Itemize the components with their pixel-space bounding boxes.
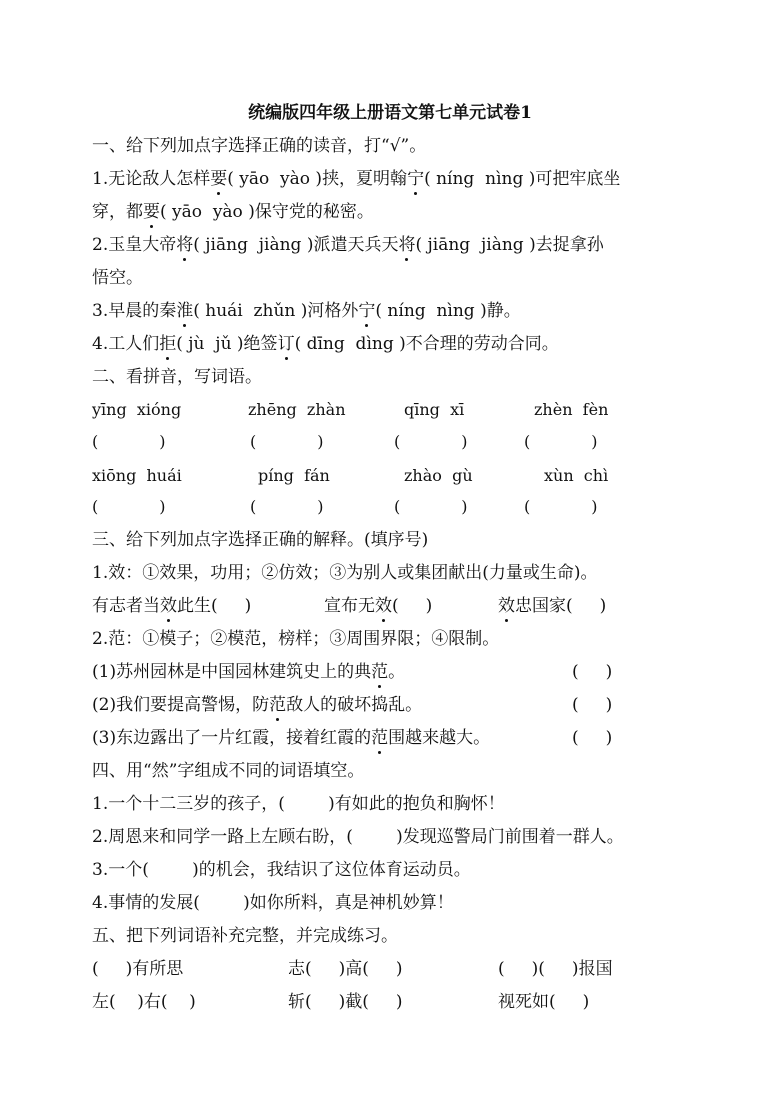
- idiom-item: ( )( )报国: [498, 959, 613, 979]
- answer-blank[interactable]: ( ): [92, 432, 166, 451]
- section-5-heading: 五、把下列词语补充完整，并完成练习。: [92, 926, 398, 946]
- question-1-3: 3.早晨的秦淮( huái zhǔn )河格外宁( níng nìng )静。: [92, 301, 521, 321]
- question-1-4: 4.工人们拒( jù jǔ )绝签订( dīng dìng )不合理的劳动合同。: [92, 334, 559, 354]
- idiom-item: 视死如( ): [498, 992, 590, 1012]
- idiom-item: 斩( )截( ): [288, 992, 403, 1012]
- pinyin-item: yīng xióng: [92, 400, 182, 419]
- section-4-heading: 四、用“然”字组成不同的词语填空。: [92, 761, 365, 781]
- pinyin-item: xùn chì: [544, 466, 609, 485]
- answer-blank[interactable]: ( ): [524, 497, 598, 516]
- idiom-item: ( )有所思: [92, 959, 184, 979]
- question-3-2-item: (1)苏州园林是中国园林建筑史上的典范。: [92, 662, 406, 682]
- section-1-heading: 一、给下列加点字选择正确的读音，打“√”。: [92, 136, 427, 156]
- page-title: 统编版四年级上册语文第七单元试卷1: [248, 103, 532, 123]
- question-1-1-line-2: 穿，都要( yāo yào )保守党的秘密。: [92, 202, 374, 222]
- answer-blank[interactable]: ( ): [572, 662, 613, 682]
- answer-blank[interactable]: ( ): [250, 432, 324, 451]
- answer-blank[interactable]: ( ): [250, 497, 324, 516]
- question-4-item: 4.事情的发展( )如你所料，真是神机妙算！: [92, 893, 454, 913]
- pinyin-item: zhào gù: [404, 466, 473, 485]
- answer-blank[interactable]: ( ): [394, 432, 468, 451]
- answer-blank[interactable]: ( ): [394, 497, 468, 516]
- section-2-heading: 二、看拼音，写词语。: [92, 367, 262, 387]
- question-1-1-line-1: 1.无论敌人怎样要( yāo yào )挟，夏明翰宁( níng nìng )可把牢底坐: [92, 169, 621, 189]
- answer-blank[interactable]: ( ): [572, 695, 613, 715]
- section-3-heading: 三、给下列加点字选择正确的解释。(填序号): [92, 530, 429, 550]
- idiom-item: 左( )右( ): [92, 992, 196, 1012]
- question-3-2-definitions: 2.范：①模子；②模范，榜样；③周围界限；④限制。: [92, 629, 500, 649]
- answer-blank[interactable]: ( ): [572, 728, 613, 748]
- question-3-1-item: 效忠国家( ): [498, 596, 607, 616]
- question-3-1-definitions: 1.效：①效果，功用；②仿效；③为别人或集团献出(力量或生命)。: [92, 563, 598, 583]
- pinyin-item: zhèn fèn: [534, 400, 609, 419]
- question-4-item: 3.一个( )的机会，我结识了这位体育运动员。: [92, 860, 471, 880]
- pinyin-item: xiōng huái: [92, 466, 182, 485]
- pinyin-item: zhēng zhàn: [248, 400, 346, 419]
- question-3-2-item: (3)东边露出了一片红霞，接着红霞的范围越来越大。: [92, 728, 491, 748]
- question-1-2-line-2: 悟空。: [92, 268, 143, 288]
- answer-blank[interactable]: ( ): [92, 497, 166, 516]
- answer-blank[interactable]: ( ): [524, 432, 598, 451]
- idiom-item: 志( )高( ): [288, 959, 403, 979]
- question-3-2-item: (2)我们要提高警惕，防范敌人的破坏捣乱。: [92, 695, 423, 715]
- pinyin-item: qīng xī: [404, 400, 465, 419]
- question-4-item: 1.一个十二三岁的孩子，( )有如此的抱负和胸怀！: [92, 794, 505, 814]
- question-3-1-item: 宣布无效( ): [324, 596, 433, 616]
- question-3-1-item: 有志者当效此生( ): [92, 596, 252, 616]
- question-4-item: 2.周恩来和同学一路上左顾右盼，( )发现巡警局门前围着一群人。: [92, 827, 624, 847]
- pinyin-item: píng fán: [258, 466, 330, 485]
- question-1-2-line-1: 2.玉皇大帝将( jiāng jiàng )派遣天兵天将( jiāng jiàng )去捉拿孙: [92, 235, 604, 255]
